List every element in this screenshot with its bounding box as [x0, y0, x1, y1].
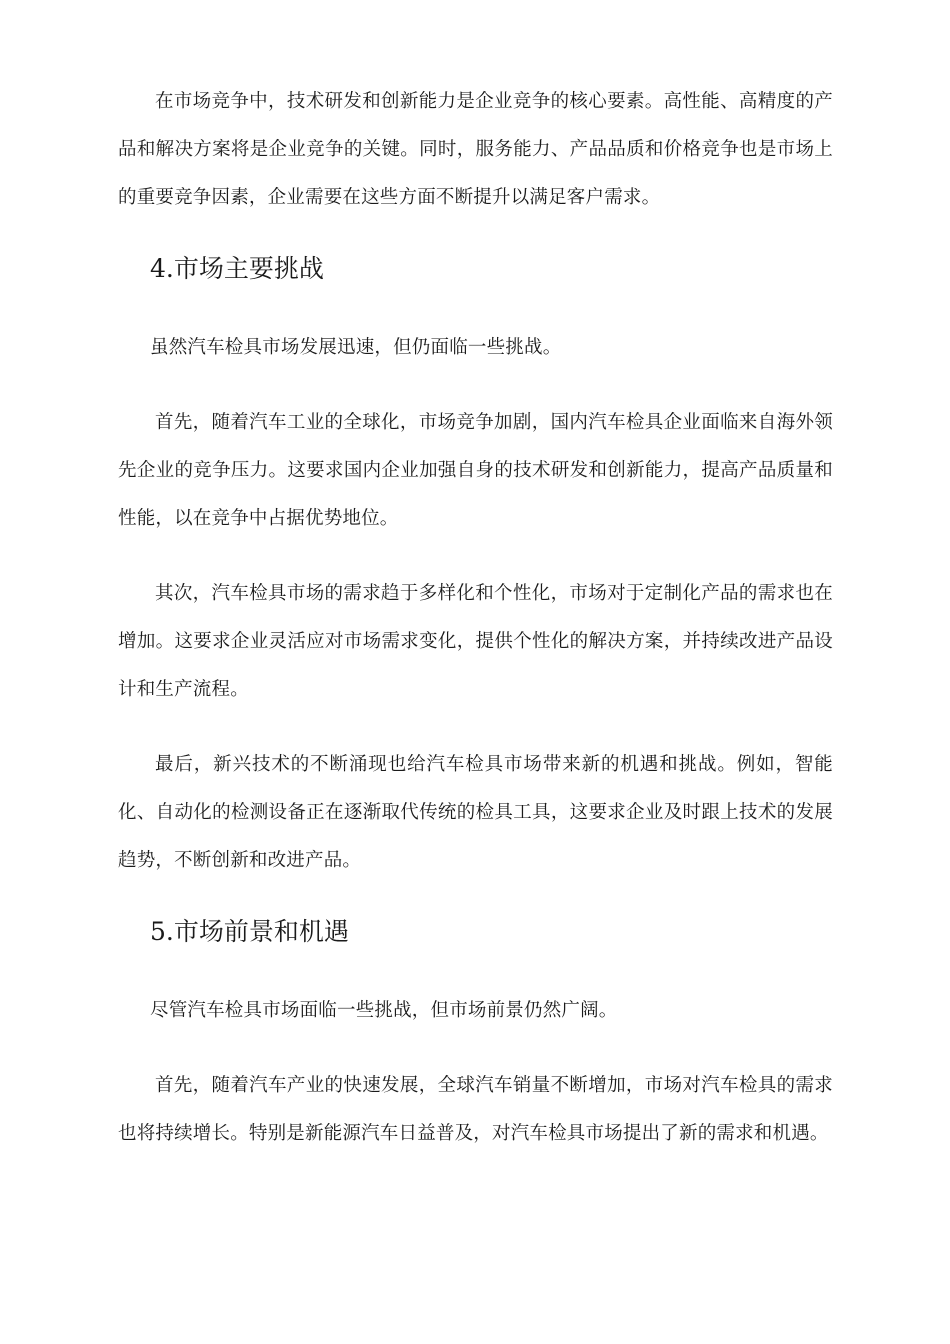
paragraph-challenge-globalization: 首先，随着汽车工业的全球化，市场竞争加剧，国内汽车检具企业面临来自海外领先企业的竞争压力。这要求国内企业加强自身的技术研发和创新能力，提高产品质量和性能，以在竞争中占据优势地位。 — [118, 412, 833, 529]
section-heading-challenges: 4.市场主要挑战 — [150, 254, 324, 283]
paragraph-prospects-intro: 尽管汽车检具市场面临一些挑战，但市场前景仍然广阔。 — [150, 1000, 618, 1021]
paragraph-challenge-diversification: 其次，汽车检具市场的需求趋于多样化和个性化，市场对于定制化产品的需求也在增加。这要求企业灵活应对市场需求变化，提供个性化的解决方案，并持续改进产品设计和生产流程。 — [118, 583, 833, 700]
paragraph-prospect-growth: 首先，随着汽车产业的快速发展，全球汽车销量不断增加，市场对汽车检具的需求也将持续增长。特别是新能源汽车日益普及，对汽车检具市场提出了新的需求和机遇。 — [118, 1075, 833, 1144]
section-heading-prospects: 5.市场前景和机遇 — [150, 917, 349, 946]
paragraph-competition-factors: 在市场竞争中，技术研发和创新能力是企业竞争的核心要素。高性能、高精度的产品和解决方案将是企业竞争的关键。同时，服务能力、产品品质和价格竞争也是市场上的重要竞争因素，企业需要在这些方面不断提升以满足客户需求。 — [118, 91, 833, 208]
document-page — [118, 78, 833, 1185]
paragraph-challenge-new-technology: 最后，新兴技术的不断涌现也给汽车检具市场带来新的机遇和挑战。例如，智能化、自动化的检测设备正在逐渐取代传统的检具工具，这要求企业及时跟上技术的发展趋势，不断创新和改进产品。 — [118, 754, 833, 871]
paragraph-challenges-intro: 虽然汽车检具市场发展迅速，但仍面临一些挑战。 — [150, 337, 562, 358]
